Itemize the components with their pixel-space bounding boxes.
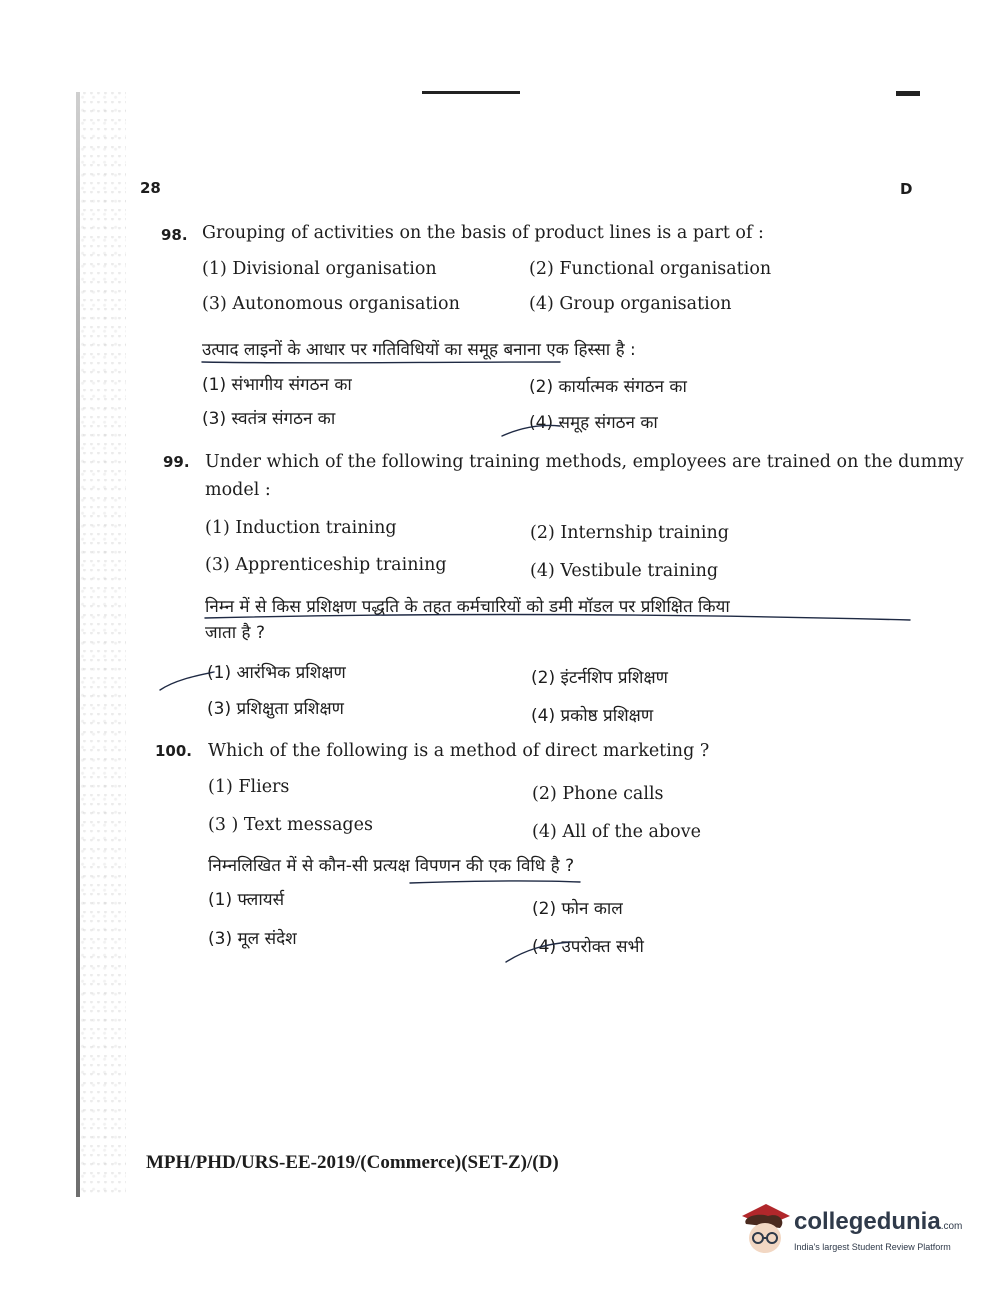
option-en: (3) Apprenticeship training [205,555,447,575]
question-number: 100. [155,742,193,760]
question-number: 99. [163,453,190,471]
question-text-hi: निम्न में से किस प्रशिक्षण पद्धति के तहत कर्मचारियों को डमी मॉडल पर प्रशिक्षित किया [205,597,730,617]
underline-mark [202,362,560,363]
answer-tick-mark [502,425,560,436]
option-en: (2) Internship training [530,523,729,543]
answer-tick-mark [160,672,214,690]
set-letter: D [900,180,913,198]
question-number: 98. [161,226,188,244]
option-en: (1) Induction training [205,518,397,538]
option-hi: (3) प्रशिक्षुता प्रशिक्षण [207,699,344,719]
option-en: (1) Fliers [208,777,290,797]
option-en: (3) Autonomous organisation [202,294,460,314]
question-text-hi: उत्पाद लाइनों के आधार पर गतिविधियों का समूह बनाना एक हिस्सा है : [202,340,636,360]
question-text-hi: निम्नलिखित में से कौन-सी प्रत्यक्ष विपणन की एक विधि है ? [208,856,575,876]
option-en: (2) Functional organisation [529,259,772,279]
option-en: (4) Group organisation [529,294,732,314]
question-text-en: model : [205,480,271,500]
option-hi: (1) संभागीय संगठन का [202,375,352,395]
option-en: (4) Vestibule training [530,561,719,581]
question-text-en: Grouping of activities on the basis of product lines is a part of : [202,223,764,243]
graduate-mascot-icon [734,1198,792,1260]
answer-tick-mark [506,942,570,962]
page-number: 28 [140,179,161,197]
paper-code: MPH/PHD/URS-EE-2019/(Commerce)(SET-Z)/(D) [146,1152,559,1173]
option-en: (2) Phone calls [532,784,664,804]
option-hi: (2) इंटर्नशिप प्रशिक्षण [531,668,668,688]
option-en: (4) All of the above [532,822,701,842]
option-en: (3 ) Text messages [208,815,373,835]
question-text-en: Which of the following is a method of direct marketing ? [208,741,710,761]
option-hi: (4) उपरोक्त सभी [532,937,644,957]
logo-wordmark: collegedunia.com [794,1208,963,1235]
option-hi: (1) फ्लायर्स [208,890,285,910]
question-text-hi: जाता है ? [205,623,265,643]
option-hi: (2) कार्यात्मक संगठन का [529,377,687,397]
option-hi: (4) प्रकोष्ठ प्रशिक्षण [531,706,654,726]
collegedunia-logo [734,1198,964,1260]
option-hi: (4) समूह संगठन का [529,413,658,433]
underline-mark [410,881,580,883]
option-en: (1) Divisional organisation [202,259,437,279]
underline-mark [205,615,910,621]
option-hi: (2) फोन काल [532,899,623,919]
option-hi: (1) आरंभिक प्रशिक्षण [207,663,346,683]
option-hi: (3) स्वतंत्र संगठन का [202,409,336,429]
option-hi: (3) मूल संदेश [208,929,297,949]
question-text-en: Under which of the following training methods, employees are trained on the dummy [205,452,964,472]
logo-tagline: India's largest Student Review Platform [794,1242,951,1252]
